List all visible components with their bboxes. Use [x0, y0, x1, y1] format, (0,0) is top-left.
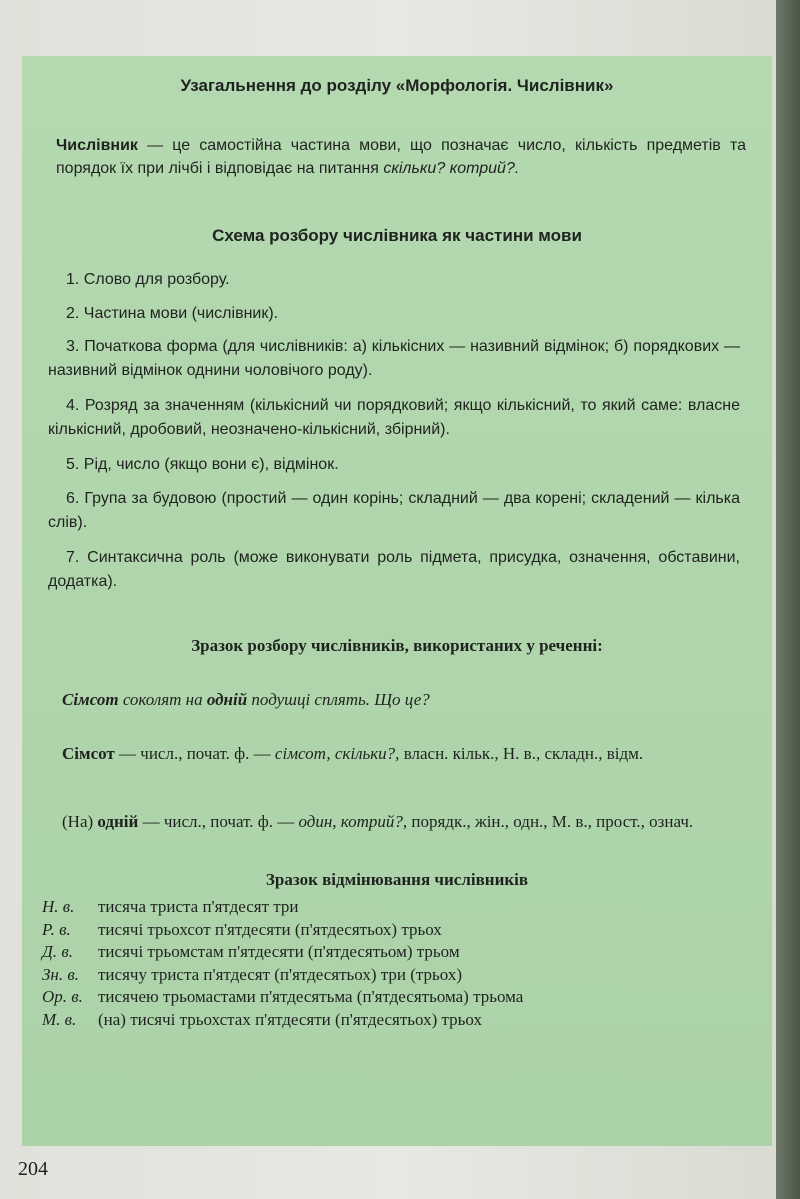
page-number: 204	[18, 1158, 48, 1180]
scheme-item: 5. Рід, число (якщо вони є), відмінок.	[66, 456, 339, 473]
scheme-item: 7. Синтаксична роль (може виконувати роль підмета, присудка, означення, обставини, додатка).	[48, 549, 740, 590]
scheme-item: 2. Частина мови (числівник).	[66, 305, 279, 322]
scheme-item: 6. Група за будовою (простий — один корінь; складний — два корені; складений — кілька слів).	[48, 490, 740, 531]
page-title: Узагальнення до розділу «Морфологія. Числівник»	[180, 76, 614, 95]
definition	[56, 134, 746, 180]
definition-questions: скільки? котрий?.	[383, 160, 520, 177]
definition-text: — це самостійна частина мови, що позначає число, кількість предметів та порядок їх при лічбі і відповідає на питання	[56, 137, 746, 177]
scheme-heading: Схема розбору числівника як частини мови	[212, 226, 582, 245]
sample-heading: Зразок розбору числівників, використаних у реченні:	[191, 636, 603, 655]
sample-word-1: Сімсот	[62, 690, 119, 709]
scheme-item: 1. Слово для розбору.	[66, 271, 230, 288]
analysis-1: Сімсот — числ., почат. ф. — сімсот, скільки?, власн. кільк., Н. в., складн., відм.	[62, 744, 644, 763]
declension-row: Д. в. тисячі трьомстам п'ятдесяти (п'ятдесятьом) трьом	[42, 942, 460, 961]
declension-row: М. в. (на) тисячі трьохстах п'ятдесяти (п'ятдесятьох) трьох	[42, 1009, 482, 1029]
declension-row: Р. в. тисячі трьохсот п'ятдесяти (п'ятдесятьох) трьох	[42, 919, 442, 939]
declension-row: Н. в. тисяча триста п'ятдесят три	[42, 897, 299, 916]
declension-row: Ор. в. тисячею трьомастами п'ятдесятьма (п'ятдесятьома) трьома	[42, 987, 524, 1006]
declension-row: Зн. в. тисячу триста п'ятдесят (п'ятдесятьох) три (трьох)	[42, 964, 463, 984]
book-spine	[776, 0, 800, 1199]
scheme-item: 4. Розряд за значенням (кількісний чи порядковий; якщо кількісний, то який саме: власне кількісний, дробовий, неозначено-кількісний, збірний).	[48, 397, 740, 438]
sample-word-2: одній	[206, 690, 248, 709]
sample-sentence: Сімсот соколят на одній подушці сплять. Що це?	[62, 690, 430, 709]
scheme-item: 3. Початкова форма (для числівників: а) кількісних — називний відмінок; б) порядкових — називний відмінок однини чоловічого роду).	[48, 338, 740, 379]
declension-table	[42, 896, 742, 1031]
analysis-2: (На) одній — числ., почат. ф. — один, котрий?, порядк., жін., одн., М. в., прост., означ.	[62, 812, 694, 831]
definition-term: Числівник	[56, 137, 138, 154]
declension-heading: Зразок відмінювання числівників	[265, 870, 529, 889]
